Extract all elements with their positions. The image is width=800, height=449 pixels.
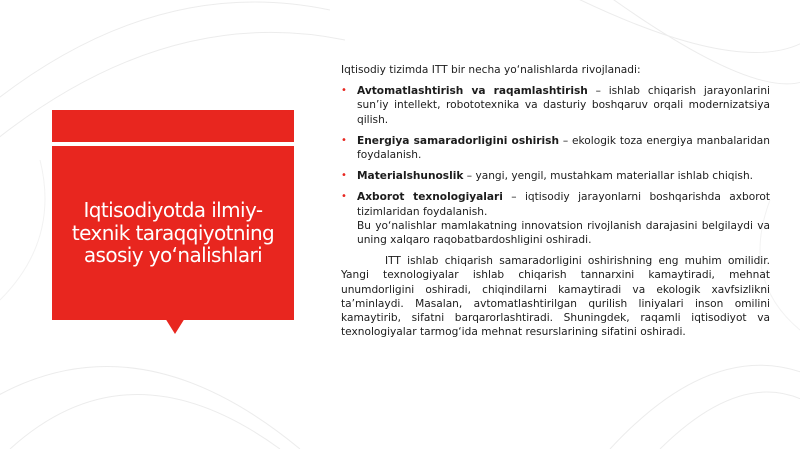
bullet-item — [341, 169, 770, 183]
slide-title: Iqtisodiyotda ilmiy-texnik taraqqiyotning asosiy yo‘nalishlari — [71, 198, 275, 268]
title-header-strip — [52, 110, 294, 142]
content-panel — [341, 63, 770, 339]
intro-text: Iqtisodiy tizimda ITT bir necha yo‘nalishlarda rivojlanadi: — [341, 64, 641, 76]
bullet-marker: • — [341, 134, 347, 146]
bullet-marker: • — [341, 191, 347, 203]
bullet-item — [341, 84, 770, 127]
bullet-marker: • — [341, 170, 347, 182]
title-box — [52, 146, 294, 320]
bullet-term: Energiya samaradorligini oshirish — [357, 134, 560, 147]
bullet-text: – ishlab chiqarish jarayonlarini sun’iy intellekt, robototexnika va dasturiy boshqaruv orqali modernizatsiya qilish. — [357, 85, 770, 126]
body-paragraph: ITT ishlab chiqarish samaradorligini oshirishning eng muhim omilidir. Yangi texnologiyalar ishlab chiqarish tannarxini kamaytiradi, mehnat unumdorligini oshiradi, chiqindilarni kamaytiradi va ekologik xavfsizlikni ta’minlaydi. Masalan, avtomatlashtirilgan qurilish liniyalari inson omilini kamaytirib, sifatni barqarorlashtiradi. Shuningdek, raqamli iqtisodiyot va texnologiyalar tarmog‘ida mehnat resurslarining sifatini oshiradi. — [341, 255, 770, 339]
title-pointer-arrow — [165, 318, 185, 334]
bullet-marker: • — [341, 85, 347, 97]
bullet-follow-text: Bu yo‘nalishlar mamlakatning innovatsion rivojlanish darajasini belgilaydi va uning xalqaro raqobatbardoshligini oshiradi. — [357, 219, 770, 247]
bullet-term: Axborot texnologiyalari — [357, 191, 503, 204]
bullet-item — [341, 134, 770, 162]
bullet-text: – iqtisodiy jarayonlarni boshqarishda axborot tizimlaridan foydalanish. — [357, 191, 770, 218]
bullet-list — [341, 84, 770, 247]
bullet-term: Avtomatlashtirish va raqamlashtirish — [357, 85, 588, 98]
bullet-text: – ekologik toza energiya manbalaridan foydalanish. — [357, 134, 770, 162]
bullet-item — [341, 190, 770, 247]
bullet-term: Materialshunoslik — [357, 170, 464, 183]
bullet-text: – yangi, yengil, mustahkam materiallar ishlab chiqish. — [463, 170, 754, 183]
